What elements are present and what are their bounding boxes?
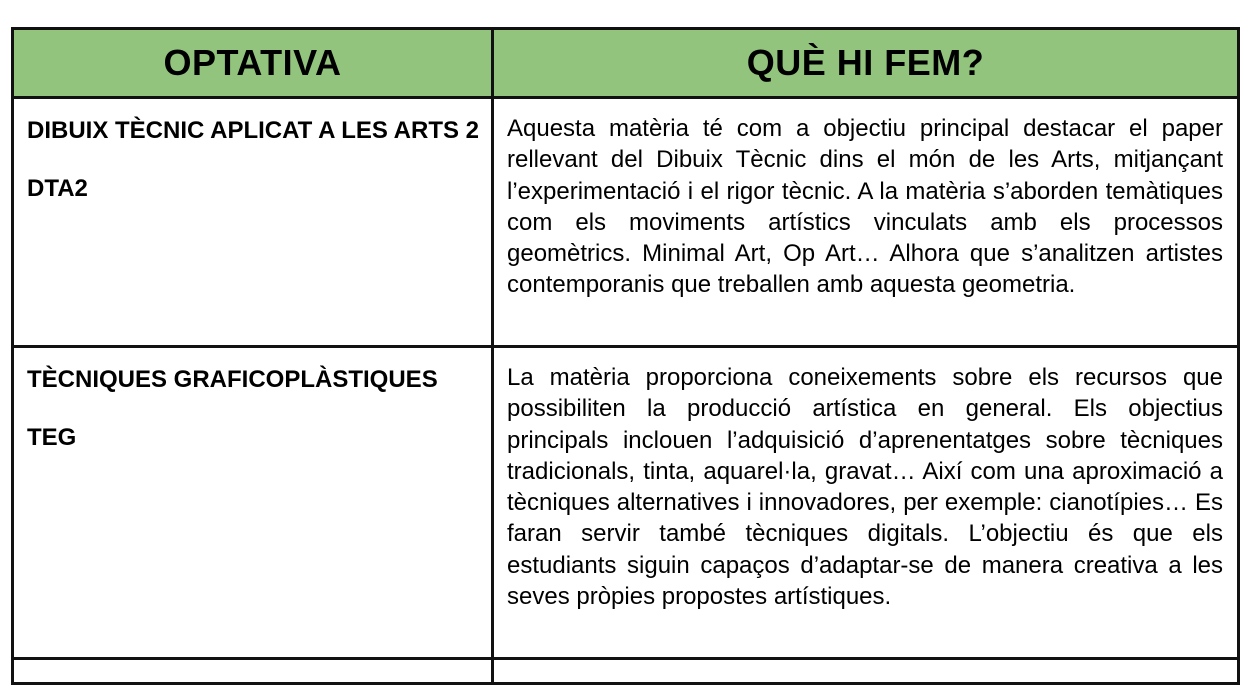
- description-cell: [493, 347, 1239, 659]
- subject-cell: [13, 98, 493, 347]
- subject-name: DIBUIX TÈCNIC APLICAT A LES ARTS 2: [27, 117, 480, 144]
- empty-cell: [493, 659, 1239, 684]
- table-row: [13, 347, 1239, 659]
- description-cell: [493, 98, 1239, 347]
- table-row: [13, 98, 1239, 347]
- optatives-table: [11, 27, 1240, 685]
- subject-name: TÈCNIQUES GRAFICOPLÀSTIQUES: [27, 366, 438, 393]
- subject-code: TEG: [27, 424, 77, 451]
- subject-description: Aquesta matèria té com a objectiu principal destacar el paper rellevant del Dibuix Tècnic dins el món de les Arts, mitjançant l’experimentació i el rigor tècnic. A la matèria s’aborden temàtiques com els moviments artístics vinculats amb els processos geomètrics. Minimal Art, Op Art… Alhora que s’analitzen artistes contemporanis que treballen amb aquesta geometria.: [507, 115, 1223, 299]
- subject-code: DTA2: [27, 175, 88, 202]
- header-optativa: OPTATIVA: [13, 29, 493, 98]
- subject-description: La matèria proporciona coneixements sobre els recursos que possibiliten la producció artística en general. Els objectius principals inclouen l’adquisició d’aprenentatges sobre tècniques tradicionals, tinta, aquarel·la, gravat… Així com una aproximació a tècniques alternatives i innovadores, per exemple: cianotípies… Es faran servir també tècniques digitals. L’objectiu és que els estudiants siguin capaços d’adaptar-se de manera creativa a les seves pròpies propostes artístiques.: [507, 364, 1223, 611]
- empty-cell: [13, 659, 493, 684]
- header-row: [13, 29, 1239, 98]
- header-que-hi-fem: QUÈ HI FEM?: [493, 29, 1239, 98]
- table-row-empty: [13, 659, 1239, 684]
- subject-cell: [13, 347, 493, 659]
